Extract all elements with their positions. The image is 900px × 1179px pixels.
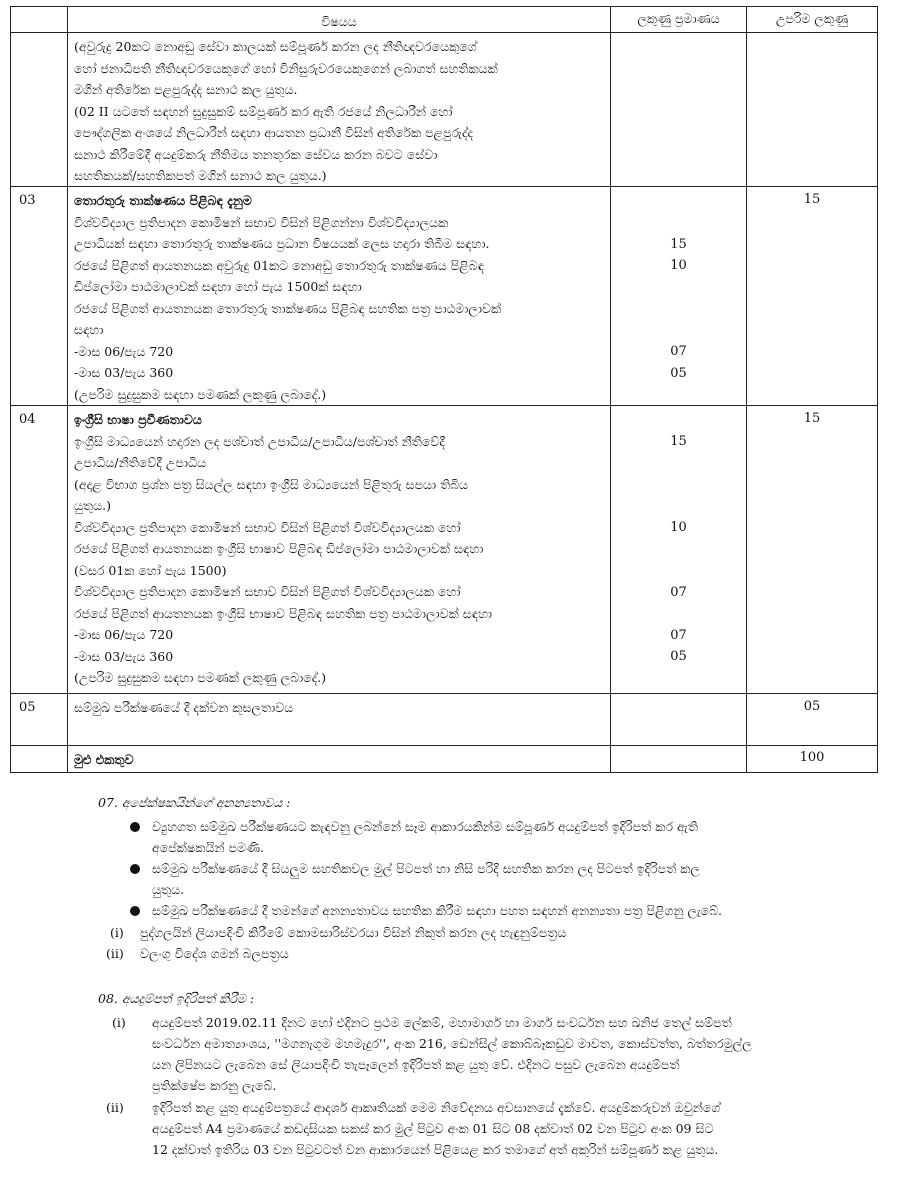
paragraph-line: අයදුම්පත් A4 ප්‍රමාණයේ කඩදාසියක සකස් කර මුල් පිටුව අංක 01 සිට 08 දක්වාත් 02 වන පිටුව අංක 09 සිට	[152, 1121, 714, 1136]
max-mark-value: 15	[803, 192, 821, 207]
total-label	[68, 746, 611, 772]
table-row-04	[11, 406, 877, 694]
row-number: 03	[11, 187, 68, 405]
subject-line: (උපරිම සුදුසුකම සඳහා පමණක් ලකුණු ලබාදේ.)	[74, 386, 327, 402]
subject-line: (අවුරුදු 20කට නොඅඩු සේවා කාලයක් සම්පූර්ණ කරන ලද නීතිඥවරයෙකුගේ	[74, 39, 477, 54]
subject-line: විශ්වවිද්‍යාල ප්‍රතිපාදන කොමිෂන් සභාව විසින් පිළිගන්නා විශ්වවිද්‍යාලයක	[74, 214, 449, 230]
bullet-line: ව්‍යුහගත සම්මුඛ පරීක්ෂණයට කැඳවනු ලබන්නේ සෑම ආකාරයකින්ම සම්පූර්ණ අයදුම්පත් ඉදිරිපත් කර ඇති	[152, 819, 698, 834]
row-number-cell	[11, 33, 68, 186]
subject-heading: ඉංග්‍රීසි භාෂා ප්‍රවීණතාවය	[74, 412, 202, 427]
mark-value: 10	[670, 258, 687, 273]
subject-line: සහතිකයක්/සහතිකපත් මගින් සනාථ කල යුතුය.)	[74, 168, 327, 183]
row-03-max	[747, 187, 877, 405]
table-row-continuation	[11, 33, 877, 187]
mark-value: 07	[670, 585, 687, 600]
subject-line: රජයේ පිළිගත් ආයතනයක ඉංග්‍රීසි භාෂාව පිළිබඳ සහතික පත්‍ර පාඨමාලාවක් සඳහා	[74, 605, 493, 621]
subject-line: රජයේ පිළිගත් ආයතනයක ඉංග්‍රීසි භාෂාව පිළිබඳ ඩිප්ලෝමා පාඨමාලාවක් සඳහා	[74, 541, 484, 556]
subject-line: ඉංග්‍රීසි මාධ්‍යයෙන් හදාරන ලද පශ්චාත් උපාධිය/උපාධිය/පශ්චාත් නීතිවේදී	[74, 433, 445, 449]
max-marks-cell	[747, 33, 877, 186]
subject-line: (උපරිම සුදුසුකම සඳහා පමණක් ලකුණු ලබාදේ.)	[74, 670, 327, 685]
subject-line: උපාධියක් සඳහා තොරතුරු තාක්ෂණය ප්‍රධාන විෂයයක් ලෙස හදාරා තිබීම සඳහා.	[74, 236, 490, 251]
subject-heading: තොරතුරු තාක්ෂණය පිළිබඳ දැනුම	[74, 193, 252, 208]
subject-line: සඳහා	[74, 322, 104, 337]
row-number: 05	[11, 694, 68, 745]
subject-line: (අදාළ විභාග ප්‍රශ්න පත්‍ර සියල්ල සඳහා ඉංග්‍රීසි මාධ්‍යයෙන් පිළිතුරු සපයා තිබිය	[74, 476, 469, 492]
subject-line: -මාස 06/පැය 720	[74, 343, 174, 359]
bullet-icon	[130, 864, 140, 874]
mark-value: 15	[670, 434, 687, 449]
paragraph-line: යන ලිපිනයට ලැබෙන සේ ලියාපදිංචි තැපෑලෙන් ඉදිරිපත් කළ යුතු වේ. එදිනට පසුව ලැබෙන අයදුම්පත්	[152, 1057, 680, 1072]
header-subject: විෂයය	[68, 7, 611, 32]
mark-value: 10	[670, 520, 687, 535]
subject-line: විශ්වවිද්‍යාල ප්‍රතිපාදන කොමිෂන් සභාව විසින් පිළිගත් විශ්වවිද්‍යාලයක හෝ	[74, 519, 461, 535]
bullet-line: යුතුය.	[152, 882, 185, 897]
row-04-subject	[68, 406, 611, 693]
bullet-icon	[130, 906, 140, 916]
mark-value: 05	[670, 649, 687, 664]
subject-line: මගින් අතිරේක පළපුරුද්ද සනාථ කල යුතුය.	[74, 82, 298, 97]
row-04-max	[747, 406, 877, 693]
subject-line: උපාධිය/නීතිවේදී උපාධිය	[74, 455, 207, 470]
subject-line: -මාස 03/පැය 360	[74, 365, 174, 380]
id-item-text: වලංගු විදේශ ගමන් බලපත්‍රය	[140, 946, 289, 961]
id-item-number: (ii)	[106, 946, 124, 961]
id-item-text: පුද්ගලයින් ලියාපදිංචි කිරීමේ කොමසාරිස්වරයා විසින් නිකුත් කරන ලද හැඳුනුම්පත්‍රය	[140, 925, 567, 940]
bullet-line: අපේක්ෂකයින් පමණි.	[152, 840, 265, 855]
paragraph-line: 12 දක්වාත් ඉතිරිය 03 වන පිටුවටත් වන ආකාරයෙන් පිළියෙළ කර තමාගේ අත් අකුරින් සම්පූර්ණ කළ යුතුය.	[152, 1142, 719, 1157]
paragraph-line: ප්‍රතික්ෂේප කරනු ලැබේ.	[152, 1078, 277, 1093]
subject-line: -මාස 06/පැය 720	[74, 627, 174, 642]
subject-line: ඩිප්ලෝමා පාඨමාලාවක් සඳහා හෝ පැය 1500ක් සඳහා	[74, 279, 362, 294]
mark-value: 07	[670, 628, 687, 643]
marks-cell	[611, 33, 747, 186]
paragraph-line: ඉදිරිපත් කළ යුතු අයදුම්පත්‍රයේ ආදර්ශ ආකෘතියක් මෙම නිවේදනය අවසානයේ දැක්වේ. අයදුම්කරුවන් ඔවුන්ගේ	[152, 1100, 721, 1115]
row-03-subject	[68, 187, 611, 405]
total-max-value: 100	[799, 750, 825, 765]
header-marks: ලකුණු ප්‍රමාණය	[611, 7, 747, 32]
row-04-marks	[611, 406, 747, 693]
subject-line: රජයේ පිළිගත් ආයතනයක තොරතුරු තාක්ෂණය පිළිබඳ සහතික පත්‍ර පාඨමාලාවක්	[74, 300, 502, 316]
mark-value: 07	[670, 344, 687, 359]
table-row-total	[11, 746, 877, 772]
continuation-subject	[68, 33, 611, 186]
item-number: (ii)	[106, 1100, 124, 1115]
row-05-marks	[611, 694, 747, 745]
row-number: 04	[11, 406, 68, 693]
bullet-icon	[130, 822, 140, 832]
s07-bullet-1	[152, 816, 882, 858]
bullet-line: සම්මුඛ පරීක්ෂණයේ දී තමන්ගේ අනන්‍යතාවය සහතික කිරීම සඳහා පහත සඳහන් අනන්‍යතා පත්‍ර පිළිගනු ලැබේ.	[152, 903, 723, 918]
mark-value: 05	[670, 366, 687, 381]
subject-line: විශ්වවිද්‍යාල ප්‍රතිපාදන කොමිෂන් සභාව විසින් පිළිගත් විශ්වවිද්‍යාලයක හෝ	[74, 584, 461, 599]
section-08-title: 08. අයදුම්පත් ඉදිරිපත් කිරීම :	[98, 991, 255, 1006]
header-max-marks: උපරිම ලකුණු	[775, 11, 849, 26]
max-mark-value: 05	[803, 699, 821, 714]
subject-line: (02 II යටතේ සඳහන් සුදුසුකම් සම්පූර්ණ කර ඇති රජයේ නිලධාරීන් හෝ	[74, 103, 453, 119]
subject-line: -මාස 03/පැය 360	[74, 648, 174, 664]
total-label-text: මුළු එකතුව	[74, 752, 134, 767]
row-number-cell	[11, 746, 68, 772]
s08-item-1	[152, 1012, 882, 1096]
table-row-03	[11, 187, 877, 406]
header-number-cell	[11, 7, 68, 32]
subject-line: සනාථ කිරීමේදී අයදුම්කරු නීතිමය තනතුරක සේවය කරන බවට සේවා	[74, 146, 438, 162]
marks-table	[10, 6, 878, 773]
max-mark-value: 15	[803, 411, 821, 426]
table-header-row	[11, 7, 877, 33]
subject-line: යුතුය.)	[74, 498, 111, 513]
paragraph-line: අයදුම්පත් 2019.02.11 දිනට හෝ එදිනට ප්‍රථම ලේකම්, මහාමාර්ග හා මාර්ග සංවර්ධන සහ ඛනිජ තෙල් සම්පත්	[152, 1015, 732, 1030]
s08-item-2	[152, 1097, 882, 1160]
subject-line: හෝ ජනාධිපති නීතිඥවරයෙකුගේ හෝ විනිසුරුවරයෙකුගෙන් ලබාගත් සහතිකයක්	[74, 60, 498, 76]
mark-value: 15	[670, 237, 687, 252]
bullet-line: සම්මුඛ පරීක්ෂණයේ දී සියලුම සහතිකවල මුල් පිටපත් හා නිසි පරිදි සහතික කරන ලද පිටපත් ඉදිරිපත් කල	[152, 861, 700, 876]
subject-line: (වසර 01ක හෝ පැය 1500)	[74, 562, 227, 578]
row-03-marks	[611, 187, 747, 405]
subject-line: සම්මුඛ පරීක්ෂණයේ දී දක්වන කුසලතාවය	[74, 700, 294, 715]
row-05-subject	[68, 694, 611, 745]
s07-bullet-2	[152, 858, 882, 900]
row-05-max	[747, 694, 877, 745]
paragraph-line: සංවර්ධන අමාත්‍යාංශය, ''මගනැගුම මහමැදුර'', අංක 216, ඩෙන්සිල් කොබ්බෑකඩුව මාවත, කොස්වත්ත, බත්තරමුල්ල	[152, 1036, 752, 1051]
s07-bullet-3	[152, 900, 882, 921]
section-07-title: 07. අපේක්ෂකයින්ගේ අනන්‍යතාවය :	[98, 795, 291, 810]
subject-line: පෞද්ගලික අංශයේ නිලධාරීන් සඳහා ආයතන ප්‍රධානී විසින් අතිරේක පළපුරුද්ද	[74, 125, 474, 140]
table-row-05	[11, 694, 877, 746]
subject-line: රජයේ පිළිගත් ආයතනයක අවුරුදු 01කට නොඅඩු තොරතුරු තාක්ෂණය පිළිබඳ	[74, 257, 484, 273]
total-max	[747, 746, 877, 772]
item-number: (i)	[112, 1015, 126, 1030]
total-marks-cell	[611, 746, 747, 772]
id-item-number: (i)	[110, 925, 124, 940]
